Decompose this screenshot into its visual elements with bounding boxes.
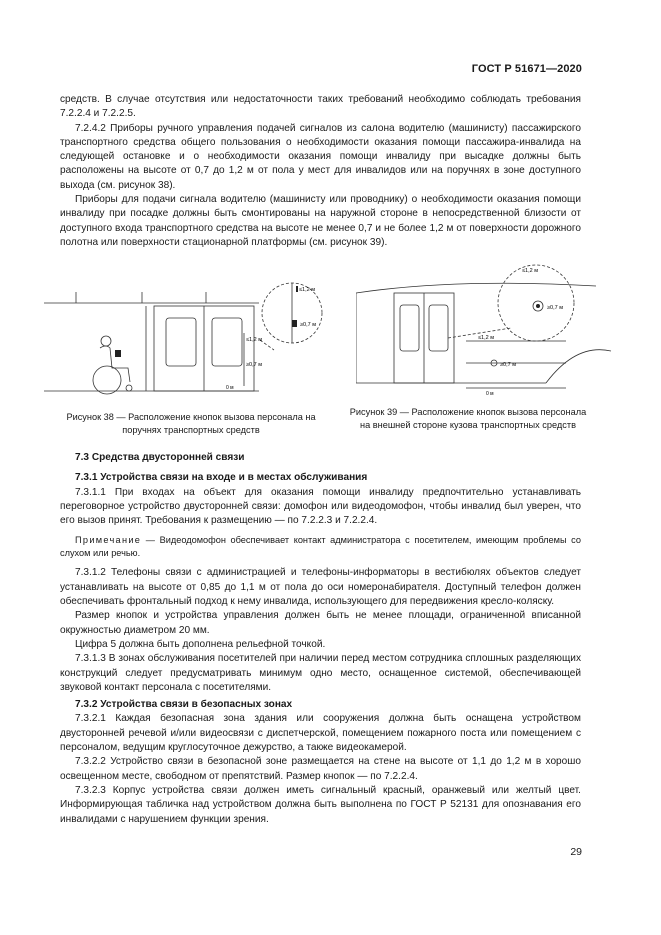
figure-38-caption: Рисунок 38 — Расположение кнопок вызова персонала на поручнях транспортных средств <box>66 412 316 435</box>
paragraph: 7.2.4.2 Приборы ручного управления подачей сигналов из салона водителю (машинисту) пассажирского транспортного средства общего пользования о необходимости оказания помощи пассажира-инвалида на следующей остановке и о необходимости оказания помощи инвалиду при высадке должны быть расположены на высоте от 0,7 до 1,2 м от пола у мест для инвалидов или на поручнях в зоне доступного выхода (см. рисунок 38). <box>60 122 581 191</box>
label-zero: 0 м <box>226 385 234 391</box>
paragraph: 7.3.2.2 Устройство связи в безопасной зоне размещается на стене на высоте от 1,1 до 1,2 м в хорошо освещенном месте, свободном от препятствий. Размер кнопок — по 7.2.2.4. <box>60 756 581 782</box>
paragraph: 7.3.2.1 Каждая безопасная зона здания или сооружения должна быть оснащена устройством двусторонней речевой и/или видеосвязи с диспетчерской, помещением пожарного поста или помещением с персоналом, ведущим круглосуточное дежурство, а также видеокамерой. <box>60 713 581 754</box>
note <box>60 534 581 560</box>
paragraph: 7.3.1.2 Телефоны связи с администрацией и телефоны-информаторы в вестибюлях объектов следует устанавливать на высоте от 0,85 до 1,1 м от пола до оси номеронабирателя. Доступный телефон должен обеспечивать фронтальный подход к нему инвалида, использующего для передвижения кресло-коляску. <box>60 567 581 608</box>
top-text-block <box>60 93 581 250</box>
section-title: 7.3 Средства двусторонней связи <box>75 452 245 463</box>
label-h12: ≤1,2 м <box>246 337 262 343</box>
label-h07: ≥0,7 м <box>500 362 516 368</box>
label-zero: 0 м <box>486 391 494 397</box>
figure-39-caption: Рисунок 39 — Расположение кнопок вызова персонала на внешней стороне кузова транспортных средств <box>349 407 587 430</box>
subsection-title: 7.3.2 Устройства связи в безопасных зонах <box>75 699 293 711</box>
label-h07: ≥0,7 м <box>246 362 262 368</box>
page-number: 29 <box>570 846 582 858</box>
figure-38-drawing <box>44 268 344 403</box>
subsection-title: 7.3.1 Устройства связи на входе и в местах обслуживания <box>75 472 368 484</box>
label-le12: ≤1,2 м <box>522 268 538 274</box>
note-text: — Видеодомофон обеспечивает контакт администратора с посетителем, имеющим проблемы со слухом или речью. <box>60 535 581 559</box>
paragraph: Приборы для подачи сигнала водителю (машинисту или проводнику) о необходимости оказания помощи инвалиду при посадке должны быть смонтированы на наружной стороне в непосредственной близости от доступного входа транспортного средства на высоте не менее 0,7 и не более 1,2 м от поверхности дорожного полотна или поверхности стационарной платформы (см. рисунок 39). <box>60 194 581 248</box>
paragraph: средств. В случае отсутствия или недостаточности таких требований необходимо соблюдать требования 7.2.2.4 и 7.2.2.5. <box>60 94 581 120</box>
paragraph: 7.3.2.3 Корпус устройства связи должен иметь сигнальный красный, оранжевый или желтый цвет. Информирующая табличка над устройством должна быть выполнена по ГОСТ Р 52131 для опознавания его инвалидами с нарушением функции зрения. <box>60 784 581 825</box>
label-le12: ≤1,2 м <box>299 287 315 293</box>
note-label: Примечание <box>75 535 142 546</box>
paragraph: 7.3.1.1 При входах на объект для оказания помощи инвалиду предпочтительно устанавливать переговорное устройство двусторонней связи: домофон или видеодомофон, чтобы инвалид был уверен, что его вызов принят. Требования к размещению — по 7.2.2.3 и 7.2.2.4. <box>60 486 581 527</box>
document-header: ГОСТ Р 51671—2020 <box>471 63 582 75</box>
label-ge07: ≥0,7 м <box>547 305 563 311</box>
section-7-3 <box>60 451 581 827</box>
paragraph: 7.3.1.3 В зонах обслуживания посетителей при наличии перед местом сотрудника сплошных разделяющих конструкций следует предусматривать минимум одно место, оснащенное системой, обеспечивающей звуковой контакт персонала с посетителями. <box>60 653 581 693</box>
paragraph: Размер кнопок и устройства управления должен быть не менее площади, ограниченной вписанной окружностью диаметром 20 мм. <box>60 610 581 636</box>
label-h12: ≤1,2 м <box>478 335 494 341</box>
paragraph: Цифра 5 должна быть дополнена рельефной точкой. <box>75 638 326 650</box>
figure-39-drawing <box>356 248 618 403</box>
label-ge07: ≥0,7 м <box>300 322 316 328</box>
